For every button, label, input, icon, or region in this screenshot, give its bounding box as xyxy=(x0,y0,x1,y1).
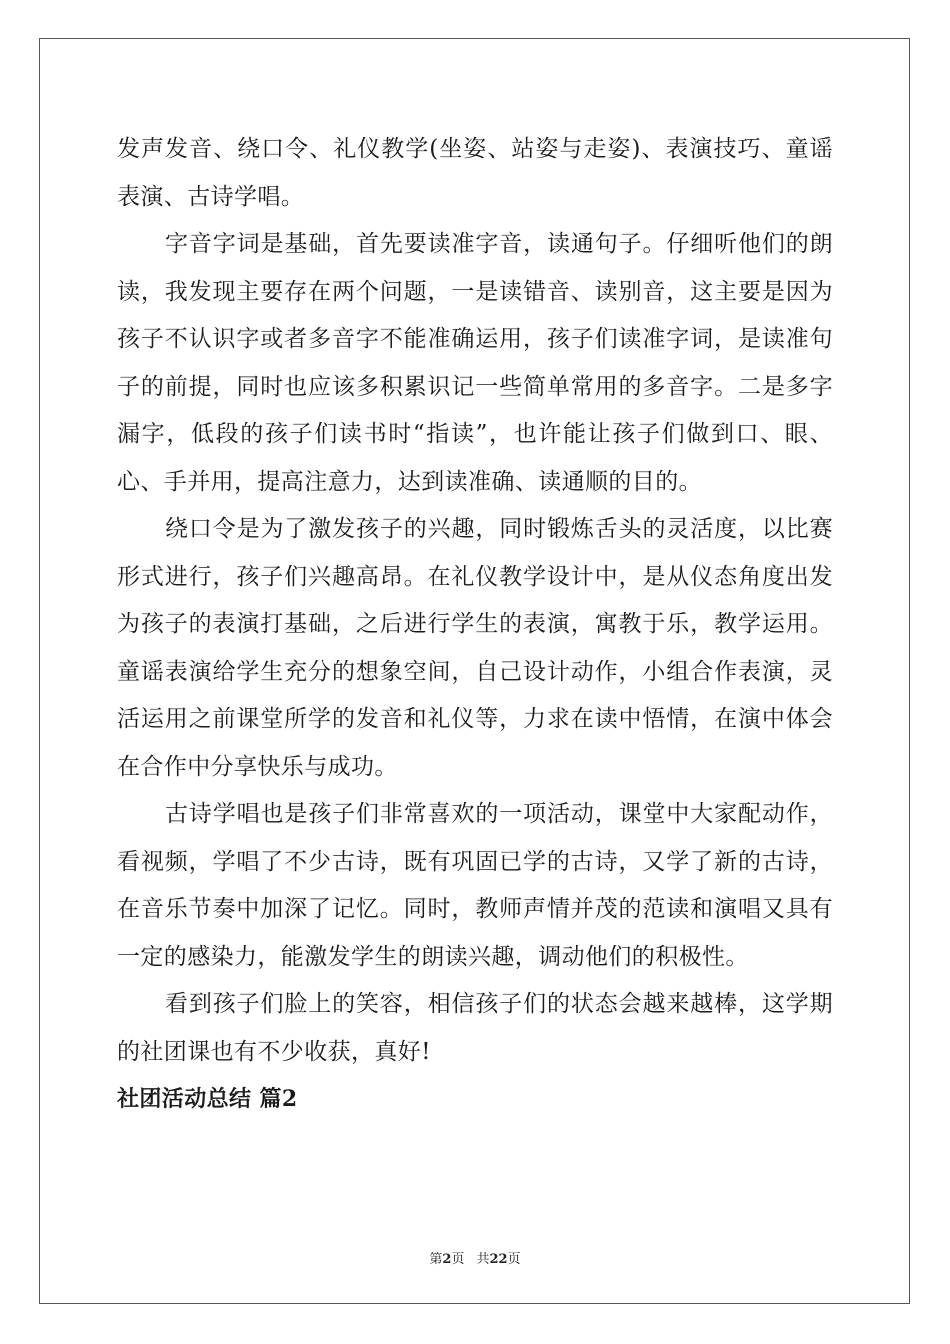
footer-page-number: 2 xyxy=(442,1252,452,1267)
footer-page-prefix: 第 xyxy=(429,1252,443,1267)
footer-page-suffix: 页 xyxy=(451,1252,465,1267)
paragraph-continued: 发声发音、绕口令、礼仪教学(坐姿、站姿与走姿)、表演技巧、童谣表演、古诗学唱。 xyxy=(117,136,833,210)
document-body xyxy=(117,126,833,1124)
paragraph: 看到孩子们脸上的笑容，相信孩子们的状态会越来越棒，这学期的社团课也有不少收获，真好! xyxy=(117,991,833,1065)
paragraph: 绕口令是为了激发孩子的兴趣，同时锻炼舌头的灵活度，以比赛形式进行，孩子们兴趣高昂。在礼仪教学设计中，是从仪态角度出发为孩子的表演打基础，之后进行学生的表演，寓教于乐，教学运用。童谣表演给学生充分的想象空间，自己设计动作，小组合作表演，灵活运用之前课堂所学的发音和礼仪等，力求在读中悟情，在演中体会在合作中分享快乐与成功。 xyxy=(117,516,833,780)
footer-total-suffix: 页 xyxy=(507,1252,521,1267)
footer-total-prefix: 共 xyxy=(476,1252,490,1267)
section-heading: 社团活动总结 篇2 xyxy=(117,1086,298,1112)
paragraph: 字音字词是基础，首先要读准字音，读通句子。仔细听他们的朗读，我发现主要存在两个问题，一是读错音、读别音，这主要是因为孩子不认识字或者多音字不能准确运用，孩子们读准字词，是读准句子的前提，同时也应该多积累识记一些简单常用的多音字。二是多字漏字，低段的孩子们读书时“指读”，也许能让孩子们做到口、眼、心、手并用，提高注意力，达到读准确、读通顺的目的。 xyxy=(117,231,833,495)
paragraph: 古诗学唱也是孩子们非常喜欢的一项活动，课堂中大家配动作，看视频，学唱了不少古诗，既有巩固已学的古诗，又学了新的古诗，在音乐节奏中加深了记忆。同时，教师声情并茂的范读和演唱又具有一定的感染力，能激发学生的朗读兴趣，调动他们的积极性。 xyxy=(117,801,833,970)
footer-total-pages: 22 xyxy=(489,1252,508,1267)
page-footer xyxy=(0,1248,950,1267)
